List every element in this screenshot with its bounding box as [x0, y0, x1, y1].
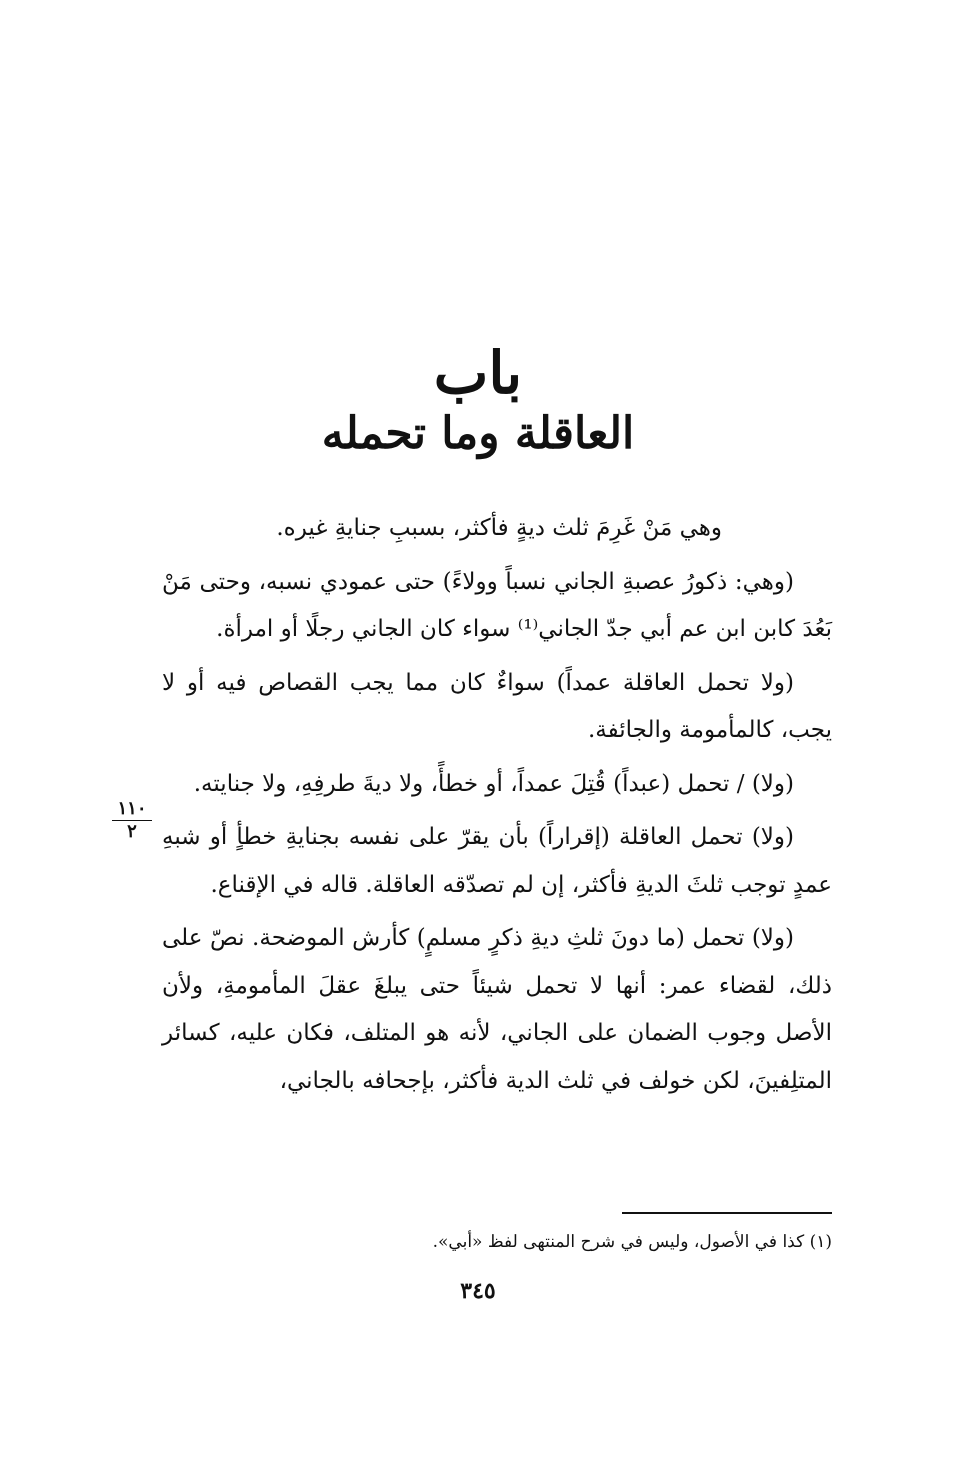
paragraph-6: (ولا) تحمل (ما دونَ ثلثِ ديةِ ذكرٍ مسلمٍ) كأرش الموضحة. نصّ على ذلك، لقضاء عمر: أنها لا تحمل شيئاً حتى يبلغَ عقلَ المأمومةِ، ولأن الأصل وجوب الضمان على الجاني، لأنه هو المتلف، فكان عليه، كسائر المتلِفينَ، لكن خولف في ثلث الدية فأكثر، بإجحافه بالجاني،: [162, 925, 832, 1094]
folio-number: ١١٠: [112, 800, 152, 821]
paragraph-1: وهي مَنْ غَرِمَ ثلث ديةٍ فأكثر، بسببِ جنايةِ غيره.: [276, 515, 722, 541]
body-text: [162, 505, 832, 1111]
page-number: ٣٤٥: [460, 1278, 496, 1304]
folio-side: ٢: [127, 821, 137, 842]
chapter-heading: [0, 340, 956, 462]
footnote: (١) كذا في الأصول، وليس في شرح المنتهى لفظ «أبي».: [432, 1232, 832, 1252]
manuscript-folio-marker: [112, 800, 152, 841]
chapter-subtitle: العاقلة وما تحمله: [321, 408, 635, 459]
paragraph-4: (ولا) / تحمل (عبداً) قُتِلَ عمداً، أو خطأً، ولا ديةَ طرفِهِ، ولا جنايته.: [193, 770, 794, 797]
paragraph-3: (ولا تحمل العاقلة عمداً) سواءٌ كان مما يجب القصاص فيه أو لا يجب، كالمأمومة والجائفة.: [162, 669, 832, 743]
paragraph-5: (ولا) تحمل العاقلة (إقراراً) بأن يقرّ على نفسه بجنايةِ خطأٍ أو شبهِ عمدٍ توجب ثلثَ الديةِ فأكثر، إن لم تصدّقه العاقلة. قاله في الإقناع.: [162, 824, 832, 898]
chapter-word: باب: [433, 339, 523, 407]
paragraph-2: (وهي: ذكورُ عصبةِ الجاني نسباً وولاءً) حتى عمودي نسبه، وحتى مَنْ بَعُدَ كابن ابن عم أبي جدّ الجاني⁽¹⁾ سواء كان الجاني رجلًا أو امرأة.: [162, 568, 832, 642]
footnote-divider: [622, 1212, 832, 1214]
